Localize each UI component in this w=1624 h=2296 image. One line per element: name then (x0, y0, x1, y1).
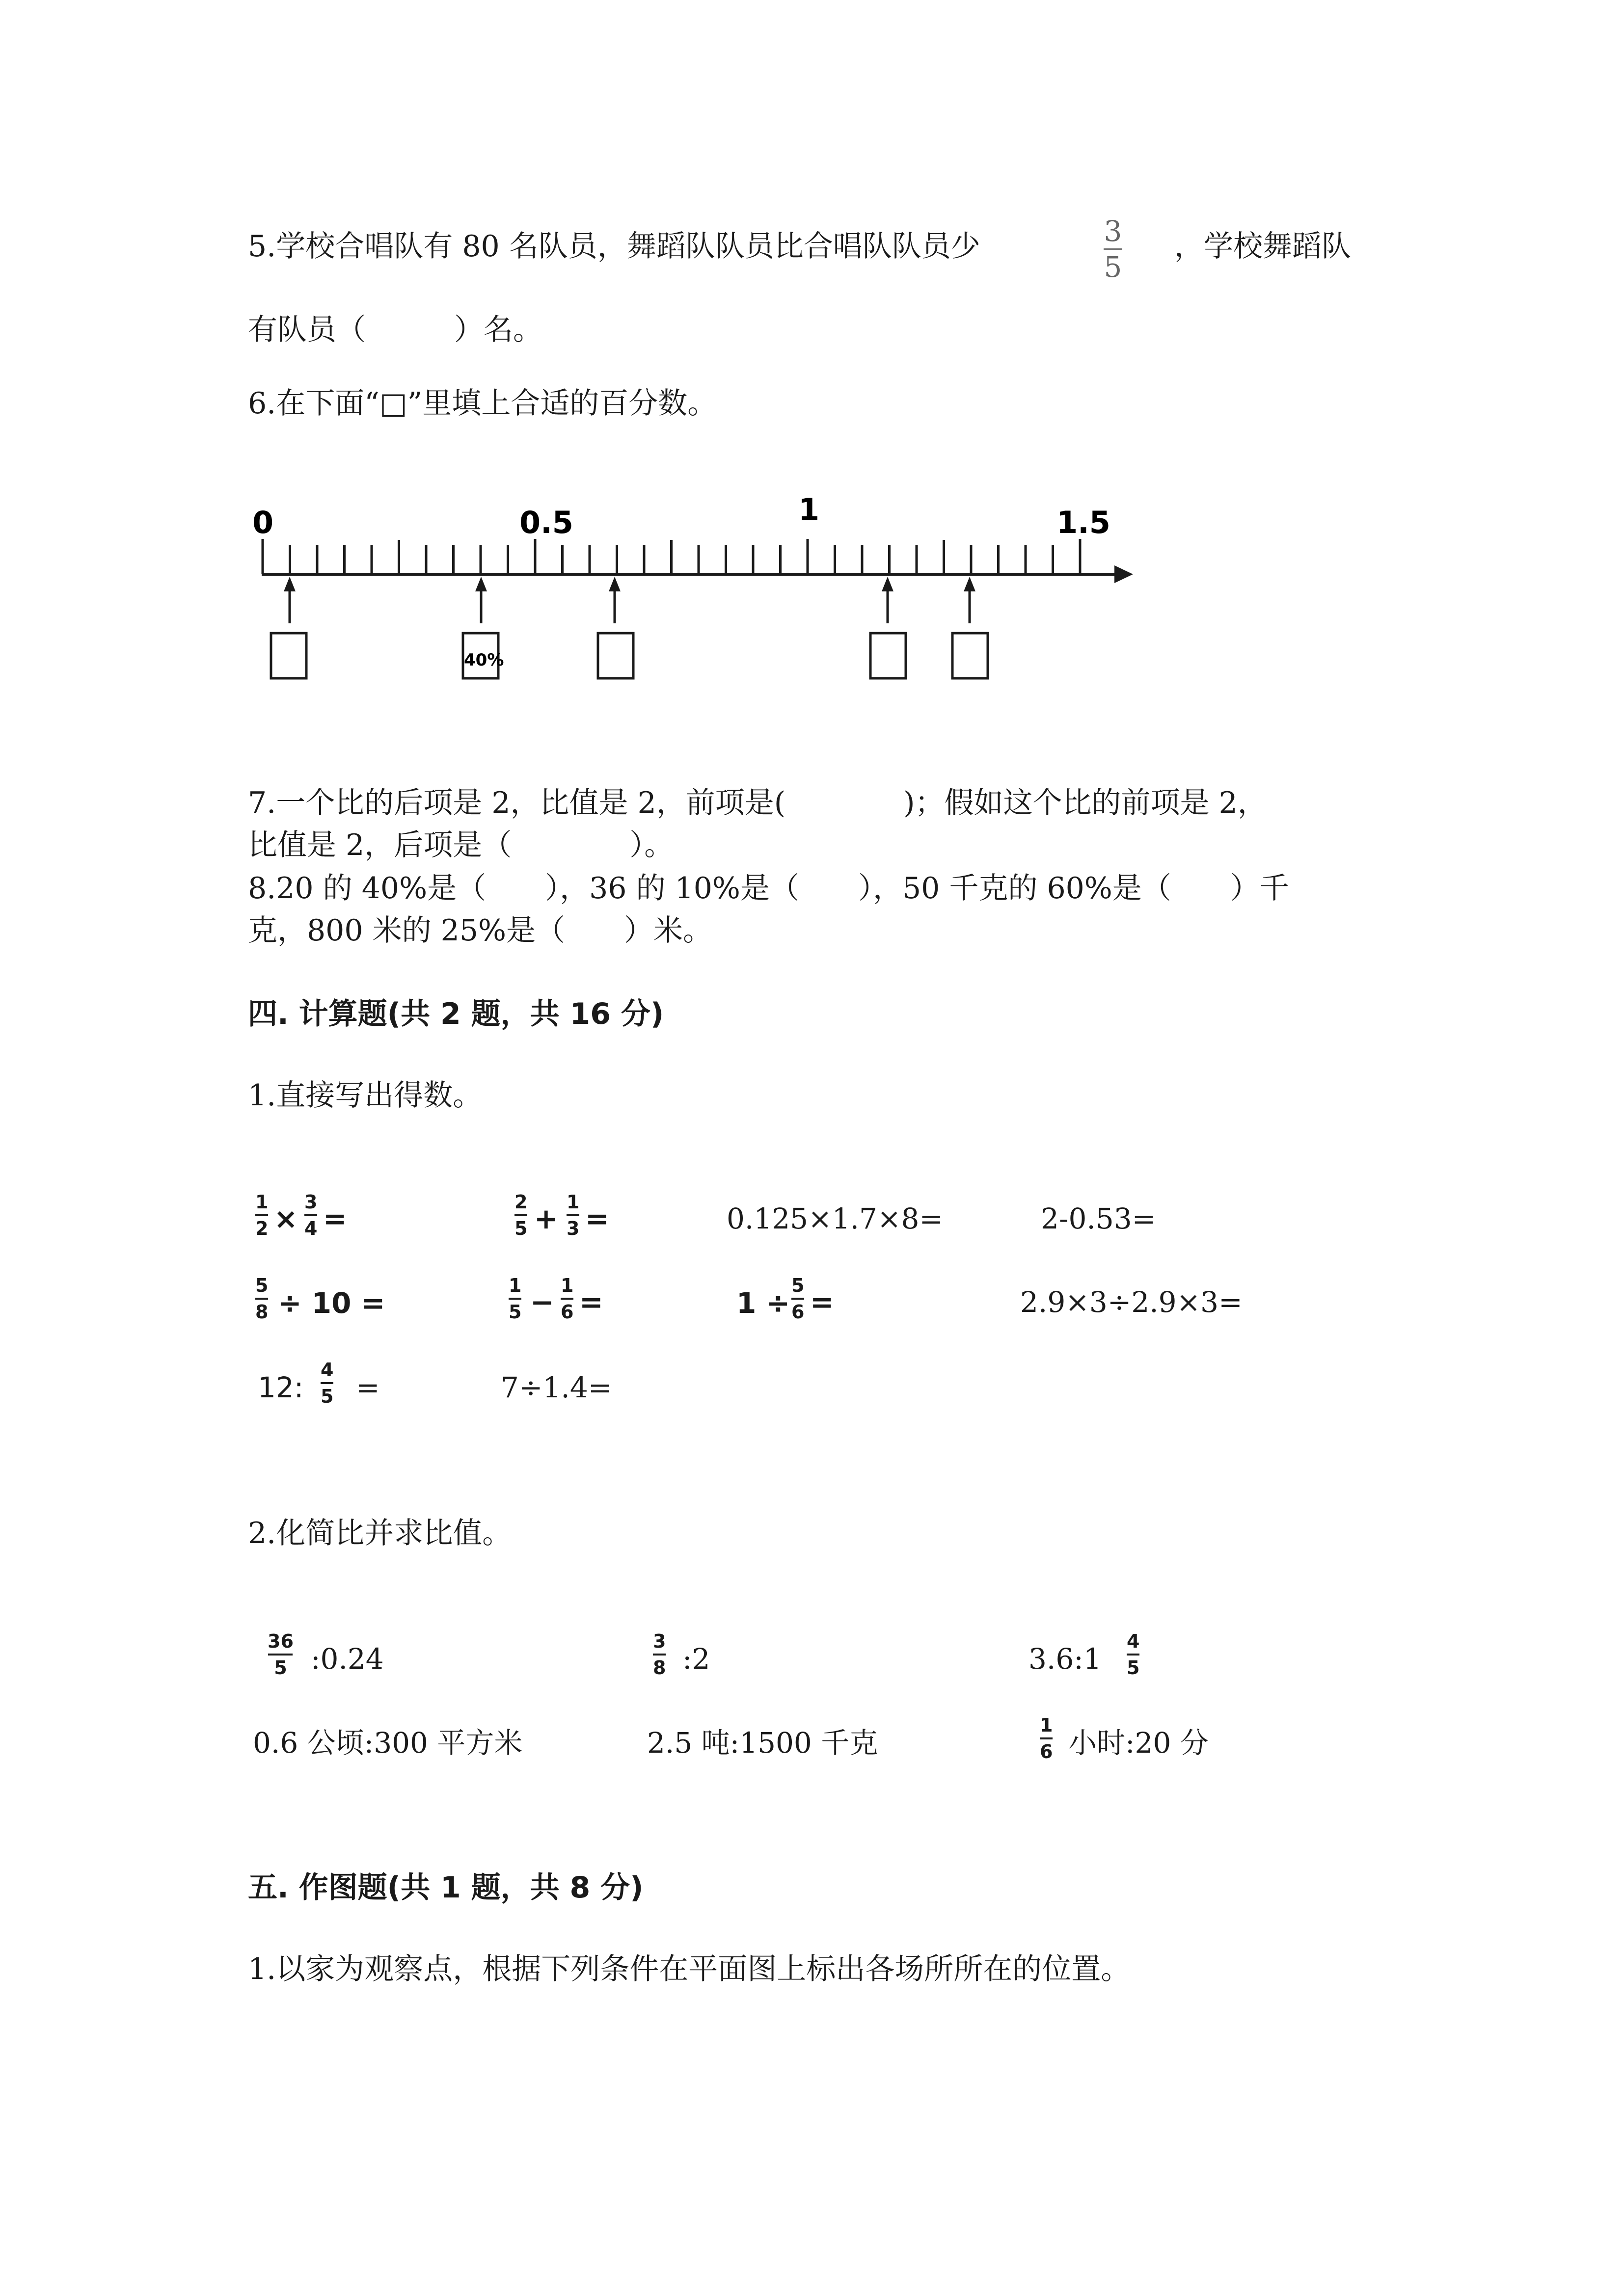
section5-title: 五. 作图题(共 1 题，共 8 分) (248, 1870, 644, 1905)
expr-4: 2-0.53= (1041, 1202, 1156, 1235)
answer-box-5[interactable] (952, 633, 988, 678)
box-value-40: 40% (464, 650, 504, 670)
section4-q1: 1.直接写出得数。 (248, 1078, 483, 1113)
ratio-5: 2.5 吨:1500 千克 (647, 1726, 878, 1760)
q8-line1: 8.20 的 40%是（ ），36 的 10%是（ ），50 千克的 60%是（ ）千 (248, 871, 1289, 906)
section4-q2: 2.化简比并求比值。 (248, 1516, 512, 1550)
q7-line1: 7.一个比的后项是 2，比值是 2，前项是( )；假如这个比的前项是 2， (248, 786, 1267, 820)
ratio-4: 0.6 公顷:300 平方米 (253, 1726, 523, 1760)
answer-box-4[interactable] (870, 633, 906, 678)
pointer-1 (284, 577, 296, 623)
pointer-3 (609, 577, 621, 623)
expr-10: 7÷1.4= (501, 1371, 612, 1404)
section5-q1: 1.以家为观察点，根据下列条件在平面图上标出各场所所在的位置。 (248, 1952, 1131, 1986)
q5-frac-num: 3 (1104, 214, 1122, 248)
expr-8: 2.9×3÷2.9×3= (1020, 1285, 1243, 1319)
q8-line2: 克，800 米的 25%是（ ）米。 (248, 913, 713, 948)
pointer-4 (882, 577, 893, 623)
q7-line2: 比值是 2，后项是（ ）。 (248, 828, 674, 862)
section4-title: 四. 计算题(共 2 题，共 16 分) (248, 997, 664, 1031)
q6-text: 6.在下面“□”里填上合适的百分数。 (248, 386, 717, 421)
q5-line1-a: 5.学校合唱队有 80 名队员，舞蹈队队员比合唱队队员少 (248, 229, 980, 264)
answer-box-1[interactable] (271, 633, 306, 678)
answer-box-3[interactable] (598, 633, 633, 678)
q5-line1-b: ，学校舞蹈队 (1174, 229, 1351, 264)
label-1: 1 (798, 492, 820, 528)
number-line-ticks (263, 539, 1080, 574)
q5-frac-den: 5 (1104, 250, 1122, 284)
q5-line2: 有队员（ ）名。 (248, 313, 542, 347)
label-0: 0 (252, 505, 274, 540)
expr-3: 0.125×1.7×8= (727, 1202, 943, 1235)
pointer-5 (964, 577, 975, 623)
label-1-5: 1.5 (1056, 505, 1110, 540)
label-0-5: 0.5 (519, 505, 573, 540)
pointer-2 (475, 577, 487, 623)
number-line-arrowhead (1114, 565, 1133, 583)
